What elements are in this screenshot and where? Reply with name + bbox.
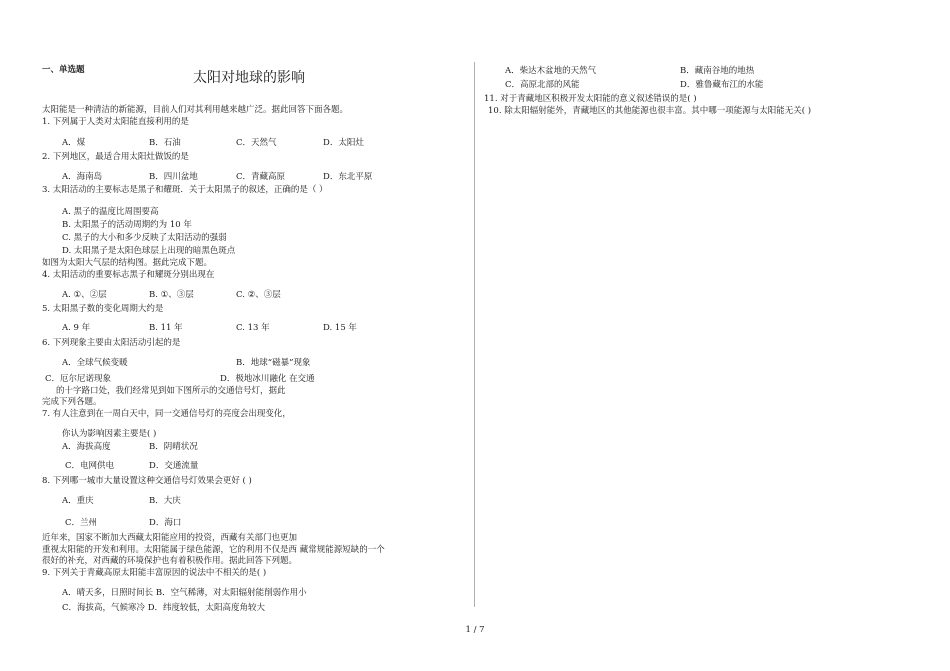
option-6a: A．全球气候变暖 — [62, 358, 128, 368]
intro-text: 很好的补充，对西藏的环境保护也有着积极作用。据此回答下列题。 — [42, 556, 298, 566]
option-3b: B. 太阳黑子的活动周期约为 10 年 — [62, 220, 192, 230]
intro-text: 太阳能是一种清洁的新能源，目前人们对其利用越来越广泛。据此回答下面各题。 — [42, 105, 349, 115]
question-1: 1. 下列属于人类对太阳能直接利用的是 — [42, 117, 189, 127]
question-3: 3. 太阳活动的主要标志是黑子和耀斑．关于太阳黑子的叙述，正确的是（ ） — [42, 185, 328, 195]
option-7b: B．阴晴状况 — [149, 442, 198, 452]
question-8: 8. 下列哪一城市大量设置这种交通信号灯效果会更好 ( ) — [42, 476, 252, 486]
column-divider — [474, 62, 475, 607]
option-3d: D. 太阳黑子是太阳色球层上出现的暗黑色斑点 — [62, 246, 236, 256]
option-1c: C．天然气 — [236, 138, 277, 148]
intro-text: 如图为太阳大气层的结构图。据此完成下题。 — [42, 258, 213, 268]
question-4: 4. 太阳活动的重要标志黑子和耀斑分别出现在 — [42, 270, 215, 280]
option-8c: C．兰州 — [65, 518, 98, 528]
option-1b: B．石油 — [149, 138, 181, 148]
option-7d: D．交通流量 — [149, 461, 199, 471]
option-10d: D．雅鲁藏布江的水能 — [680, 80, 764, 90]
question-7: 7. 有人注意到在一周白天中，同一交通信号灯的亮度会出现变化， — [42, 409, 291, 419]
option-5c: C. 13 年 — [236, 323, 270, 333]
option-1a: A．煤 — [62, 138, 86, 148]
question-9: 9. 下列关于青藏高原太阳能丰富原因的说法中不相关的是( ) — [42, 568, 267, 578]
option-2c: C．青藏高原 — [236, 172, 286, 182]
option-9cd: C．海拔高，气候寒冷 D．纬度较低，太阳高度角较大 — [62, 603, 266, 613]
option-2b: B．四川盆地 — [149, 172, 198, 182]
question-5: 5. 太阳黑子数的变化周期大约是 — [42, 304, 164, 314]
question-6: 6. 下列现象主要由太阳活动引起的是 — [42, 338, 181, 348]
option-9ab: A．晴天多，日照时间长 B．空气稀薄，对太阳辐射能削弱作用小 — [62, 588, 307, 598]
option-10c: C．高原北部的风能 — [505, 80, 580, 90]
option-8b: B．大庆 — [149, 496, 181, 506]
intro-text: 的十字路口处，我们经常见到如下图所示的交通信号灯，据此 — [56, 386, 286, 396]
section-heading: 一、单选题 — [42, 65, 85, 75]
option-10a: A．柴达木盆地的天然气 — [505, 66, 597, 76]
question-11: 11. 对于青藏地区积极开发太阳能的意义叙述错误的是( ) — [484, 94, 697, 104]
intro-text: 完成下列各题。 — [42, 397, 102, 407]
option-8a: A．重庆 — [62, 496, 94, 506]
option-4c: C. ②、③层 — [236, 290, 281, 300]
option-4b: B. ①、③层 — [149, 290, 194, 300]
option-1d: D．太阳灶 — [323, 138, 364, 148]
option-3a: A. 黑子的温度比周围要高 — [62, 207, 159, 217]
intro-text: 重视太阳能的开发和利用。太阳能属于绿色能源，它的利用不仅是西 藏常规能源短缺的一个 — [42, 545, 385, 555]
intro-text: 近年来，国家不断加大西藏太阳能应用的投资，西藏有关部门也更加 — [42, 533, 298, 543]
page-number: 1 / 7 — [465, 625, 485, 635]
option-6d: D．极地冰川融化 在交通 — [220, 374, 315, 384]
option-7a: A．海拔高度 — [62, 442, 111, 452]
option-5a: A. 9 年 — [62, 323, 91, 333]
option-6b: B．地球“磁暴”现象 — [236, 358, 311, 368]
question-10: 10. 除太阳辐射能外，青藏地区的其他能源也很丰富。其中哪一项能源与太阳能无关( ) — [488, 106, 812, 116]
option-4a: A. ①、②层 — [62, 290, 107, 300]
option-5d: D. 15 年 — [323, 323, 357, 333]
option-10b: B．藏南谷地的地热 — [680, 66, 755, 76]
option-8d: D．海口 — [149, 518, 182, 528]
option-7c: C．电网供电 — [65, 461, 115, 471]
option-6c: C．厄尔尼诺现象 — [45, 374, 112, 384]
page-title: 太阳对地球的影响 — [193, 70, 305, 86]
question-7-cont: 你认为影响因素主要是( ) — [62, 429, 157, 439]
option-2d: D．东北平原 — [323, 172, 373, 182]
option-3c: C. 黑子的大小和多少反映了太阳活动的强弱 — [62, 233, 227, 243]
option-2a: A．海南岛 — [62, 172, 103, 182]
option-5b: B. 11 年 — [149, 323, 183, 333]
question-2: 2. 下列地区，最适合用太阳灶做饭的是 — [42, 152, 189, 162]
